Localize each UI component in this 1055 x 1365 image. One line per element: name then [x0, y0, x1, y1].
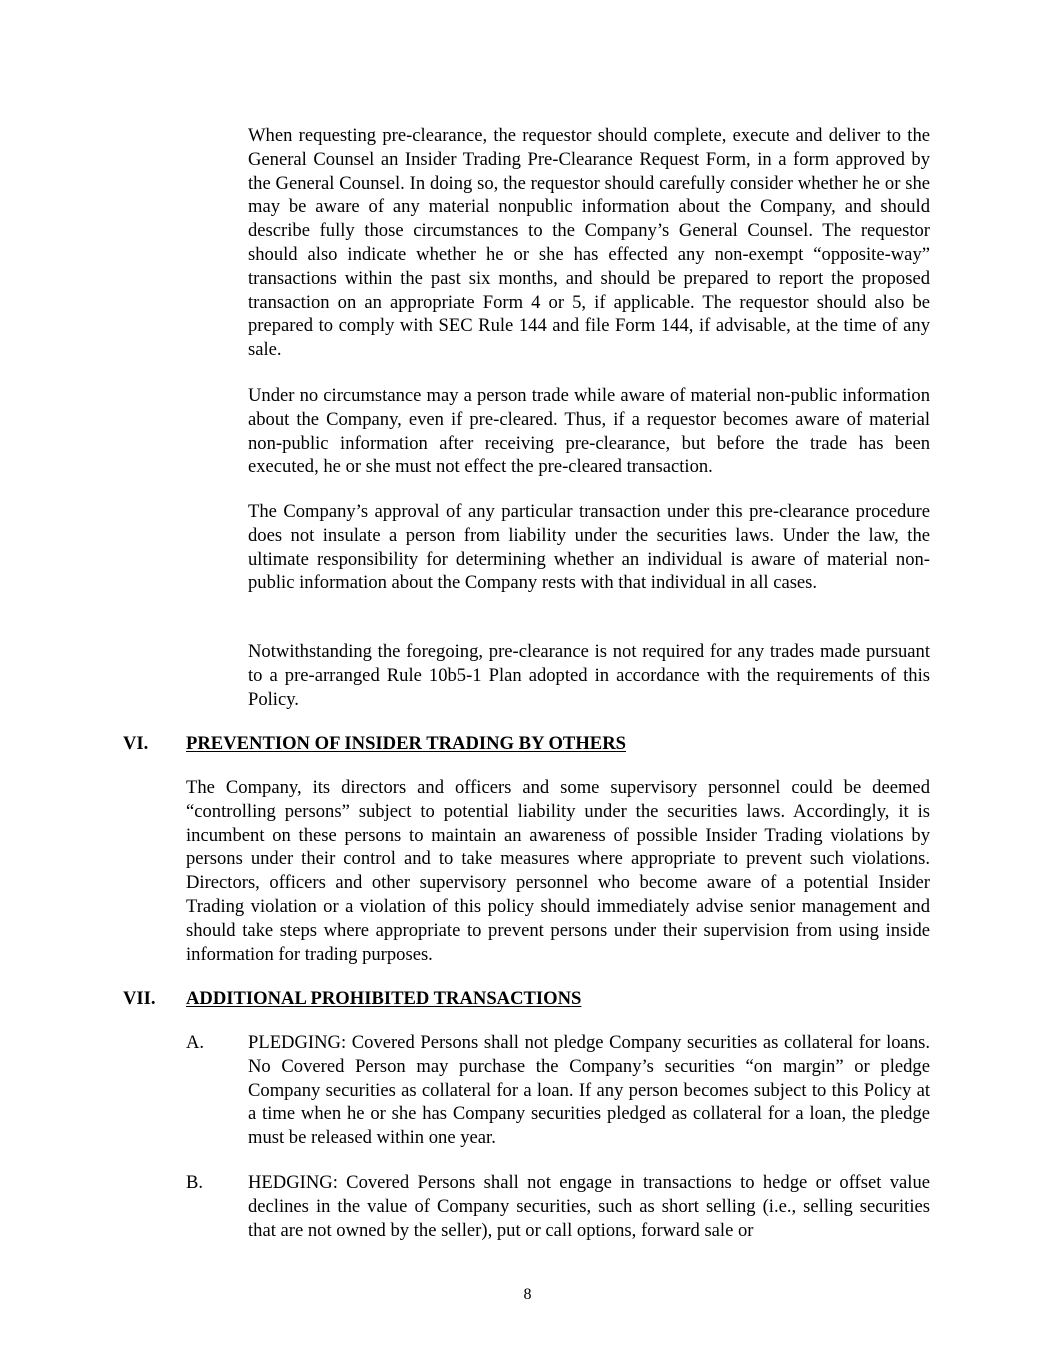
paragraph-no-trade-while-aware: Under no circumstance may a person trade while aware of material non-public information about the Company, even if pre-cleared. Thus, if a requestor becomes aware of material non-public information after receiving pre-clearance, but before the trade has been executed, he or she must not effect the pre-cleared transaction.: [248, 385, 930, 478]
section-vii-number: VII.: [123, 988, 156, 1009]
section-vii-title: ADDITIONAL PROHIBITED TRANSACTIONS: [186, 988, 582, 1009]
section-vi-title: PREVENTION OF INSIDER TRADING BY OTHERS: [186, 733, 626, 754]
list-item-text: HEDGING: Covered Persons shall not engage in transactions to hedge or offset value declines in the value of Company securities, such as short selling (i.e., selling securities that are not owned by the seller), put or call options, forward sale or: [248, 1172, 930, 1241]
list-item-letter: B.: [186, 1172, 204, 1193]
paragraph-10b5-1-exception: Notwithstanding the foregoing, pre-clearance is not required for any trades made pursuant to a pre-arranged Rule 10b5-1 Plan adopted in accordance with the requirements of this Policy.: [248, 641, 930, 710]
page-number: 8: [523, 1286, 532, 1303]
paragraph-approval-no-insulation: The Company’s approval of any particular transaction under this pre-clearance procedure does not insulate a person from liability under the securities laws. Under the law, the ultimate responsibility for determining whether an individual is aware of material non-public information about the Company rests with that individual in all cases.: [248, 501, 930, 594]
list-item-text: PLEDGING: Covered Persons shall not pledge Company securities as collateral for loans. No Covered Person may purchase the Company’s securities “on margin” or pledge Company securities as collateral for a loan. If any person becomes subject to this Policy at a time when he or she has Company securities pledged as collateral for a loan, the pledge must be released within one year.: [248, 1032, 930, 1149]
section-vi-body: The Company, its directors and officers and some supervisory personnel could be deemed “controlling persons” subject to potential liability under the securities laws. Accordingly, it is incumbent on these persons to maintain an awareness of possible Insider Trading violations by persons under their control and to take measures where appropriate to prevent such violations. Directors, officers and other supervisory personnel who become aware of a potential Insider Trading violation or a violation of this policy should immediately advise senior management and should take steps where appropriate to prevent persons under their supervision from using inside information for trading purposes.: [186, 777, 930, 965]
list-item-letter: A.: [186, 1032, 205, 1053]
section-vi-number: VI.: [123, 733, 149, 754]
paragraph-pre-clearance-request: When requesting pre-clearance, the requestor should complete, execute and deliver to the General Counsel an Insider Trading Pre-Clearance Request Form, in a form approved by the General Counsel. In doing so, the requestor should carefully consider whether he or she may be aware of any material nonpublic information about the Company, and should describe fully those circumstances to the Company’s General Counsel. The requestor should also indicate whether he or she has effected any non-exempt “opposite-way” transactions within the past six months, and should be prepared to report the proposed transaction on an appropriate Form 4 or 5, if applicable. The requestor should also be prepared to comply with SEC Rule 144 and file Form 144, if advisable, at the time of any sale.: [248, 125, 930, 361]
